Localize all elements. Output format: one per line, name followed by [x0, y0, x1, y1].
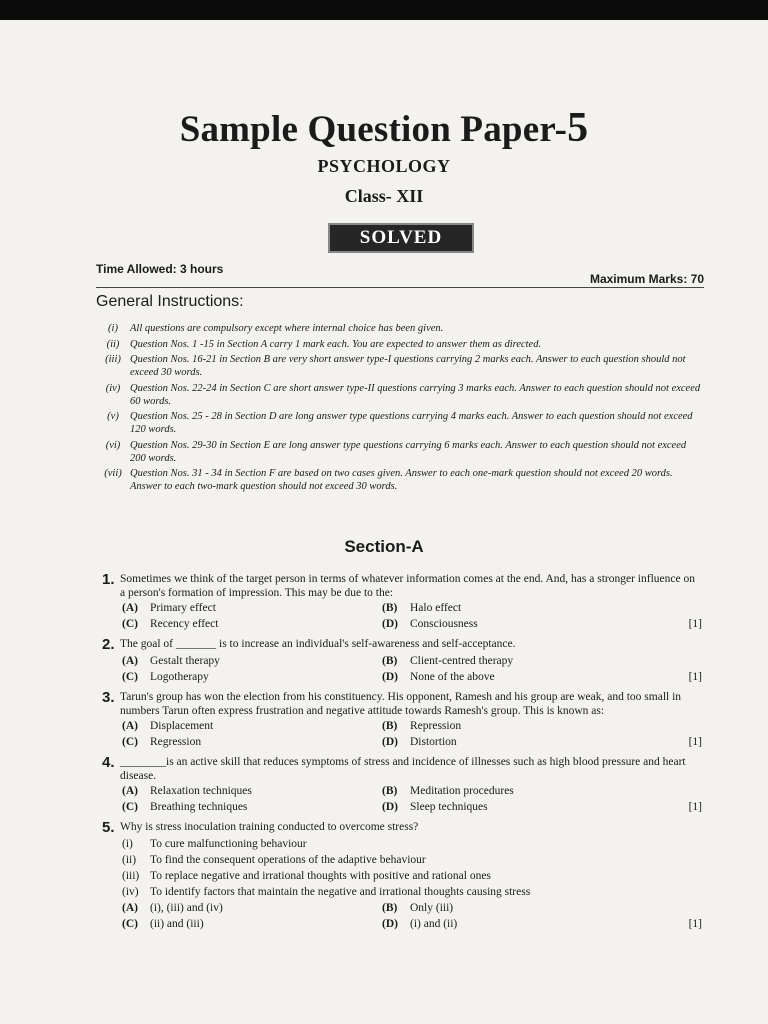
section-title: Section-A: [344, 537, 424, 556]
instruction-text: Question Nos. 16-21 in Section B are very short answer type-I questions carrying 2 marks each. Answer to each question should not exceed 30 words.: [130, 354, 686, 378]
instruction-numeral: (vi): [105, 439, 121, 451]
questions-list: [102, 572, 702, 937]
option-row: [122, 916, 702, 932]
instruction-item: [96, 338, 704, 351]
question-item: [102, 637, 702, 685]
option-right: [382, 653, 662, 669]
option-label: (D): [382, 918, 398, 930]
option-label: (B): [382, 602, 398, 614]
answer-options: [122, 900, 702, 932]
question-statements: [122, 836, 702, 900]
option-right: [382, 734, 662, 750]
question-number: 5.: [102, 819, 115, 836]
marks-indicator: [1]: [688, 801, 702, 813]
question-number: 1.: [102, 571, 115, 588]
question-line: [102, 637, 702, 653]
option-left: [122, 900, 382, 916]
subject-heading: PSYCHOLOGY: [317, 156, 451, 176]
option-label: (B): [382, 902, 398, 914]
option-label: (B): [382, 720, 398, 732]
option-text: Displacement: [150, 720, 214, 732]
statement-row: [122, 852, 702, 868]
option-left: [122, 616, 382, 632]
answer-options: [122, 783, 702, 815]
marks-indicator: [662, 653, 702, 669]
option-right: [382, 799, 662, 815]
option-left: [122, 718, 382, 734]
option-right: [382, 600, 662, 616]
instruction-numeral: (ii): [106, 338, 120, 350]
instruction-text: Question Nos. 22-24 in Section C are short answer type-II questions carrying 3 marks each. Answer to each question should not exceed 60 words.: [130, 382, 701, 407]
marks-indicator: [662, 783, 702, 799]
option-row: [122, 600, 702, 616]
instruction-item: [96, 467, 704, 493]
option-row: [122, 734, 702, 750]
option-text: Recency effect: [150, 618, 219, 630]
option-text: Primary effect: [150, 602, 216, 614]
option-row: [122, 783, 702, 799]
class-heading: Class- XII: [344, 186, 424, 206]
title-number: 5: [567, 105, 589, 151]
answer-options: [122, 718, 702, 750]
option-text: (i) and (ii): [410, 918, 458, 930]
question-paper-page: [0, 20, 768, 1024]
option-row: [122, 718, 702, 734]
instruction-item: [96, 382, 704, 408]
statement-numeral: (ii): [122, 854, 137, 866]
question-text: The goal of _______ is to increase an individual's self-awareness and self-acceptance.: [120, 638, 516, 650]
option-left: [122, 734, 382, 750]
option-text: Meditation procedures: [410, 785, 514, 797]
instruction-numeral: (v): [107, 411, 119, 422]
question-item: [102, 755, 702, 815]
option-label: (D): [382, 671, 398, 683]
question-text: Why is stress inoculation training conducted to overcome stress?: [120, 821, 419, 833]
option-left: [122, 653, 382, 669]
instruction-item: [96, 353, 704, 379]
instructions-list: [96, 322, 704, 496]
instruction-text: Question Nos. 29-30 in Section E are long answer type questions carrying 6 marks each. Answer to each question should not exceed 200 words.: [130, 439, 687, 464]
option-text: Distortion: [410, 736, 457, 748]
instruction-numeral: (vii): [104, 468, 122, 479]
option-text: (ii) and (iii): [150, 918, 204, 930]
option-text: Relaxation techniques: [150, 785, 252, 797]
option-text: None of the above: [410, 671, 495, 683]
statement-numeral: (i): [122, 838, 133, 850]
marks-indicator: [1]: [688, 918, 702, 930]
option-text: Client-centred therapy: [410, 655, 514, 667]
statement-numeral: (iv): [122, 886, 139, 898]
marks-indicator: [662, 900, 702, 916]
option-label: (C): [122, 671, 138, 683]
question-item: [102, 820, 702, 932]
option-left: [122, 783, 382, 799]
option-row: [122, 616, 702, 632]
option-text: Sleep techniques: [410, 801, 488, 813]
instruction-numeral: (i): [108, 323, 118, 334]
statement-row: [122, 836, 702, 852]
option-label: (D): [382, 801, 398, 813]
option-text: Logotherapy: [150, 671, 209, 683]
option-label: (A): [122, 720, 138, 732]
top-dark-border: [0, 0, 768, 20]
statement-row: [122, 884, 702, 900]
statement-text: To identify factors that maintain the negative and irrational thoughts causing stress: [150, 886, 531, 898]
question-text: Tarun's group has won the election from his constituency. His opponent, Ramesh and his group are weak, and too small in numbers Tarun often express frustration and negative attitude towards Ramesh's group. This is known as:: [120, 691, 682, 717]
instruction-text: All questions are compulsory except where internal choice has been given.: [130, 323, 444, 334]
option-row: [122, 653, 702, 669]
option-left: [122, 916, 382, 932]
option-label: (A): [122, 602, 138, 614]
page-title: [0, 104, 768, 152]
question-number: 4.: [102, 754, 115, 771]
option-right: [382, 669, 662, 685]
option-text: Gestalt therapy: [150, 655, 220, 667]
question-item: [102, 690, 702, 750]
option-label: (C): [122, 918, 138, 930]
question-line: [102, 690, 702, 718]
option-left: [122, 799, 382, 815]
option-label: (C): [122, 736, 138, 748]
instruction-item: [96, 410, 704, 436]
instructions-heading: General Instructions:: [96, 293, 244, 310]
marks-indicator: [662, 718, 702, 734]
option-label: (A): [122, 785, 138, 797]
question-line: [102, 820, 702, 836]
option-text: Halo effect: [410, 602, 462, 614]
option-text: Repression: [410, 720, 462, 732]
statement-text: To cure malfunctioning behaviour: [150, 838, 307, 850]
question-number: 2.: [102, 636, 115, 653]
option-left: [122, 600, 382, 616]
option-label: (D): [382, 736, 398, 748]
option-row: [122, 900, 702, 916]
answer-options: [122, 600, 702, 632]
option-text: (i), (iii) and (iv): [150, 902, 223, 914]
marks-indicator: [1]: [688, 671, 702, 683]
question-line: [102, 755, 702, 783]
option-text: Only (iii): [410, 902, 454, 914]
question-text: ________is an active skill that reduces symptoms of stress and incidence of illnesses such as high blood pressure and heart disease.: [120, 756, 686, 782]
marks-indicator: [662, 600, 702, 616]
time-allowed: Time Allowed: 3 hours: [96, 262, 224, 276]
question-line: [102, 572, 702, 600]
marks-indicator: [1]: [688, 736, 702, 748]
option-label: (A): [122, 655, 138, 667]
option-row: [122, 799, 702, 815]
statement-row: [122, 868, 702, 884]
question-number: 3.: [102, 689, 115, 706]
option-right: [382, 718, 662, 734]
option-right: [382, 916, 662, 932]
option-label: (C): [122, 618, 138, 630]
option-label: (D): [382, 618, 398, 630]
instruction-item: [96, 439, 704, 465]
maximum-marks: Maximum Marks: 70: [589, 272, 704, 286]
option-text: Consciousness: [410, 618, 478, 630]
option-row: [122, 669, 702, 685]
instruction-text: Question Nos. 1 -15 in Section A carry 1 mark each. You are expected to answer them as directed.: [130, 338, 542, 350]
option-label: (C): [122, 801, 138, 813]
option-label: (A): [122, 902, 138, 914]
title-text: Sample Question Paper-: [179, 109, 568, 150]
option-right: [382, 900, 662, 916]
option-right: [382, 783, 662, 799]
option-left: [122, 669, 382, 685]
instruction-numeral: (iv): [105, 382, 121, 394]
option-text: Regression: [150, 736, 202, 748]
option-right: [382, 616, 662, 632]
statement-text: To replace negative and irrational thoughts with positive and rational ones: [150, 870, 491, 882]
option-label: (B): [382, 785, 398, 797]
question-item: [102, 572, 702, 632]
instruction-numeral: (iii): [105, 354, 121, 365]
solved-badge: SOLVED: [330, 225, 472, 251]
instruction-item: [96, 322, 704, 335]
option-label: (B): [382, 655, 398, 667]
instruction-text: Question Nos. 31 - 34 in Section F are based on two cases given. Answer to each one-mark question should not exceed 20 words. Answer to each two-mark question should not exceed 30 words.: [130, 468, 673, 492]
statement-text: To find the consequent operations of the adaptive behaviour: [150, 854, 426, 866]
option-text: Breathing techniques: [150, 801, 248, 813]
header-divider: [96, 287, 704, 288]
marks-indicator: [1]: [688, 618, 702, 630]
statement-numeral: (iii): [122, 870, 140, 882]
answer-options: [122, 653, 702, 685]
instruction-text: Question Nos. 25 - 28 in Section D are long answer type questions carrying 4 marks each. Answer to each question should not exceed 120 words.: [130, 411, 693, 435]
question-text: Sometimes we think of the target person in terms of whatever information comes at the end. And, has a stronger influence on a person's formation of impression. This may be due to the:: [120, 573, 695, 599]
